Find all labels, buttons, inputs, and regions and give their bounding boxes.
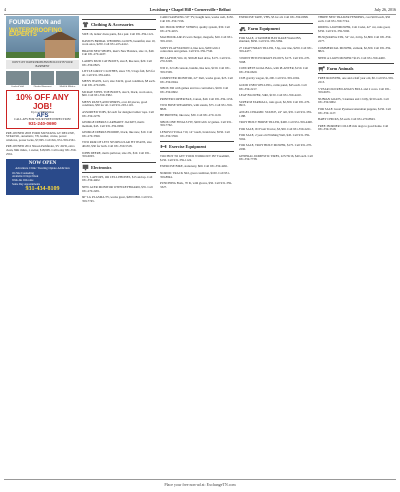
listing: LENOVO YOGA 710, 14" touch, brand new, $550. Call 931-359-5590.	[160, 130, 230, 138]
listing: SIZE 16, ladies' dress pants, $4 a pair. Call 931-359-1121.	[82, 32, 155, 36]
now-open-phone[interactable]: 931-434-8109	[25, 186, 60, 193]
listing: NORDIC TRACK SKI, great condition, $100. Call 931-359-8844.	[160, 171, 230, 179]
listing: TOO HOT TO GET YOUR WORKOUT IN? Treadmill, $150. Call 931-359-1124.	[160, 154, 230, 162]
list-item: • Walk-Ins Welcome	[12, 179, 77, 183]
afs-phone[interactable]: 931-240-0690	[28, 120, 57, 126]
listing: BABY CHICKS, $3 each. Call 931-270-8843.	[318, 117, 376, 122]
listing: TV'S, LAPTOPS, OR CELL PHONES, $15 and up. Call 931-359-4402.	[82, 174, 153, 183]
photo-caption: Mold & Mildew	[56, 85, 79, 88]
masthead: Lewisburg • Chapel Hill • Cornersville • Belfast	[149, 6, 231, 12]
banner-line-2: WATERPROOFING EXPERTS	[9, 28, 63, 38]
listing: 60" LG PLASMA TV, works great, $200 OBO. Call 931-359-7745.	[82, 195, 154, 203]
now-open-ad[interactable]	[6, 159, 79, 195]
listing: FREE: BORDER COLLIE mix dogs to good home. Call 931-359-3318.	[318, 123, 389, 132]
listing: FOR SALE: Great Pyrenees/Anatolian puppies, $150. Call 931-359-1127.	[318, 106, 391, 115]
afs-tagline: CALL AFS FOR YOUR FREE INSPECTION!	[14, 117, 71, 122]
ad-photo	[56, 71, 79, 88]
listing: NEW ACER MONITOR WITH KEYBOARD, $35. Call 931-270-2201.	[82, 185, 153, 193]
listing: PRE-OWNED 2003 FORD MUSTANG GT DELUXE, STK#2321, automatic, V8, leather, cruise, power windows, power locks, $7,995. Call Jim, 931-359-2561.	[6, 130, 76, 142]
ad-photo	[6, 71, 29, 88]
listing: HP PRINTER, like new, $30. Call 931-270-1120.	[160, 113, 222, 118]
listing: FOR SALE, JD Front Tractor, $3,500. Call 931-359-2221.	[239, 126, 312, 131]
section-title: Farm Equipment	[248, 25, 280, 31]
section-title: Farm Animals	[327, 66, 354, 72]
column-4	[239, 16, 313, 478]
listing: LITTLE GIRLS' CLOTHES, sizes 7/8, 5 bags full, $25 for all. Call 931-359-4461.	[82, 69, 155, 77]
listing: RIDING LAWNMOWER, Cub Cadet, 42" cut, runs good, $350. Call 931-359-5560.	[318, 25, 391, 33]
listing: FOR SALE, 4 TANDEM HAY RAKE WAGONS, shielded, $950. Call 931-359-3384.	[239, 35, 302, 44]
section-title: Electronics	[91, 164, 112, 170]
listing: GEORGE DIERKS HOODIE, black, like new, $10. Call 931-270-3390.	[82, 130, 153, 138]
issue-date: July 26, 2016	[374, 6, 396, 12]
listing: HP LAPTOP, Win 10, 500GB hard drive, $175. Call 931-270-3228.	[160, 55, 232, 64]
listing: WII U, 32 GB console, bundle, like new, $150. Call 931-359-5509.	[160, 65, 231, 74]
listing: SUPER M FARMALL, runs good, $2,500. Call 931-270-9915.	[239, 99, 311, 108]
listing: MEN'S PANTS AND SHIRTS, over 40 pieces, good condition, $30 for all. Call 931-293-1145.	[82, 99, 148, 108]
listing: NEED A LAWN MOWER? $125. Call 931-359-4400.	[318, 55, 386, 60]
listing: PUNCHING BAG, 70 lb, with gloves, $50. Call 931-359-3327.	[160, 181, 233, 189]
column-3	[160, 16, 234, 478]
listing: JOHN DEERE, men's pullover, size 2X, $10. Call 931-359-6003.	[82, 150, 151, 159]
listing: TWO PAIR OF LEVI 505 REGULAR FIT JEANS, size 40x30, $30 for both. Call 931-359-5518.	[82, 140, 152, 149]
now-open-list	[8, 172, 77, 186]
listing: PRE-OWNED 2012 Nissan Pathfinder, SV 4WD, extra clean, 84K miles, 1 owner, $18,995. Call today 931-359-2561.	[6, 144, 77, 156]
section-electronics	[82, 162, 156, 173]
listing: GEORGE DIERKS CARHARTT JACKET, men's medium, $45. Call 931-359-0090.	[82, 120, 145, 128]
shirt-icon	[82, 21, 89, 28]
dumbbell-icon	[160, 143, 167, 150]
listing: COMMERCIAL MOWER, exmark, $2,500. Call 931-359-8821.	[318, 45, 392, 54]
listing: CARD SAMSUNG 50" TV, bought new, works well, $150. Call 931-359-7196.	[160, 16, 234, 23]
list-item: • Available 6 Days/Week	[12, 175, 77, 179]
listing: MACBOOK AIR 45 watt charger, magsafe, $20. Call 931-359-1010.	[160, 35, 233, 43]
section-title: Exercise Equipment	[169, 144, 207, 150]
house-graphic	[45, 40, 75, 58]
photo-caption: Cracked Wall	[6, 85, 29, 88]
listing: LEAF BLOWER, Stihl, $150. Call 931-359-4410.	[239, 93, 302, 98]
listing: HUSQVARNA ZTR, 54" cut, 24 hp, $1,800. Call 931-359-2277.	[318, 35, 392, 43]
listing: LADIES MUD CAT BOOTS, size 8, like new, $20. Call 931-359-0825.	[82, 58, 152, 67]
listing: TWO BOSE SPEAKERS, with stands, $75. Call 931-359-8820.	[160, 103, 233, 111]
listing: CUB gravity wagon, $1,200. Call 931-359-1004.	[239, 76, 300, 81]
foundation-ad-banner[interactable]	[6, 16, 79, 58]
listing: XBOX 360 with games and two controllers, $100. Call 931-359-6602.	[160, 86, 229, 94]
ad-disclaimer: DON'T LET WATER PROBLEMS BUILD UP IN YOUR BASEMENT	[6, 60, 79, 69]
listing: THREE NEW TRAILER FENDERS, cost $100 each, $50 each. Call 931-359-7744.	[318, 16, 391, 23]
column-5	[318, 16, 394, 478]
coupon-headline: 10% OFF ANY JOB!	[15, 93, 70, 112]
afs-logo: AFS	[36, 112, 49, 119]
listing: XBOX ONE FINALS FIT, $200 with 12 games. Call 931-359-7762.	[160, 119, 233, 128]
list-item: • Same Day Appointments	[12, 183, 77, 187]
page-header	[4, 4, 396, 15]
listing: FOR SALE, TROY BUILT MOWER, $175. Call 931-270-2290.	[239, 143, 313, 152]
page-footer	[4, 479, 396, 489]
section-exercise	[160, 141, 234, 152]
photo-caption: Flooded Basement	[31, 85, 54, 88]
listing: GOOD USED WELLING, cattle panel, $45 each. Call 931-359-2217.	[239, 82, 307, 91]
section-title: Clothing & Accessories	[91, 22, 134, 27]
listing: FOR SALE, 2 year old Wishing Well, $45. Call 931-359-5562.	[239, 133, 311, 141]
listing: MCRAE STEEL TOE BOOTS, size 9, black, worn once, $60. Call 931-359-3382.	[82, 89, 153, 98]
column-1	[6, 16, 79, 478]
ad-photo	[31, 71, 54, 88]
ad-photo-strip	[6, 71, 79, 88]
listing: EXERCISE BIKE, stationary, $60. Call 931-359-4491.	[160, 164, 229, 169]
banner-line-1: FOUNDATION and	[9, 20, 61, 26]
list-item: • On Site Counseling	[12, 172, 77, 176]
section-farm-equipment	[239, 23, 313, 34]
cow-icon	[318, 65, 325, 72]
listing: COMPUTER MONITOR, 22" Dell, works great, $25. Call 931-359-0044.	[160, 76, 233, 84]
listing: NUBIAN GOATS, 5 nannies and 1 billy, $150 each. Call 931-359-9902.	[318, 96, 389, 105]
listing: TROY BUILT HORSE TILLER, $400. Call 931-359-4490.	[239, 120, 313, 125]
listing: 3 POINT HITCH DRAWS PLOWS, $175. Call 931-270-5568.	[239, 55, 311, 64]
now-open-subtitle: Adventure Clinic Treating Opiate Addiction	[15, 166, 70, 171]
listing: FREE ROOSTER, one and a half year old, $0. Call 931-359-2213.	[318, 76, 394, 84]
afs-coupon-ad[interactable]	[6, 90, 79, 128]
now-open-title: NOW OPEN	[28, 161, 57, 167]
section-farm-animals	[318, 63, 394, 74]
listing: DAVID'S BRIDAL WEDDING GOWN, beautiful, size 10, worn once, $250. Call 931-225-4412.	[82, 38, 156, 47]
listing: SONY PLAYSTATION 4, like new, $200 with 2 controllers and games. Call 931-359-7740.	[160, 45, 221, 54]
column-2	[82, 16, 156, 478]
tractor-icon	[239, 25, 246, 32]
listing: EXERCISE TAPE, VHS, $5 for all. Call 931-359-0098.	[239, 16, 309, 19]
listing: MEN'S JEANS, Levi, size 34x32, good condition, $8 each. Call 931-270-0281.	[82, 79, 156, 87]
listing: BRAND NEW SHOES, men's New Balance, size 11, $40. Call 931-270-4437.	[82, 48, 155, 57]
listing: ANGEL CERAMIC STATUE, 24" tall, $35. Call 931-359-1188.	[239, 109, 312, 118]
listing: GENERAL DOMESTIC TIRES, 225/70r16, $40 each. Call 931-359-7738.	[239, 153, 313, 162]
listing: PRINTER/COPIER/FAX, Canon, $40. Call 931-359-1156.	[160, 96, 234, 101]
coupon-subline: Up to a $300 Value	[30, 110, 55, 115]
monitor-icon	[82, 164, 89, 171]
section-clothing	[82, 19, 156, 30]
page-number: 4	[4, 6, 6, 12]
listing: 27 CRAFTSMAN TILLER, 5 hp, rear tine, $250. Call 931-359-4477.	[239, 45, 313, 54]
listing: ASSORTED TOPS, $2 each for designer ladies' tops. Call 931-359-2278.	[82, 109, 154, 118]
listing: CONCRETE GOAL BAG, with PLANTER, $150. Call 931-359-6620.	[239, 66, 309, 74]
footer-text: Place your free non-ad at: ExchangeTN.com	[164, 482, 236, 487]
listing: 5 YEAR OLD RED ANGUS BULL and 2 cows. Call 931-359-6655.	[318, 86, 391, 95]
listing: KIC BOOK SHELF STEREO, quality system, $30. Call 931-270-4455.	[160, 25, 230, 33]
